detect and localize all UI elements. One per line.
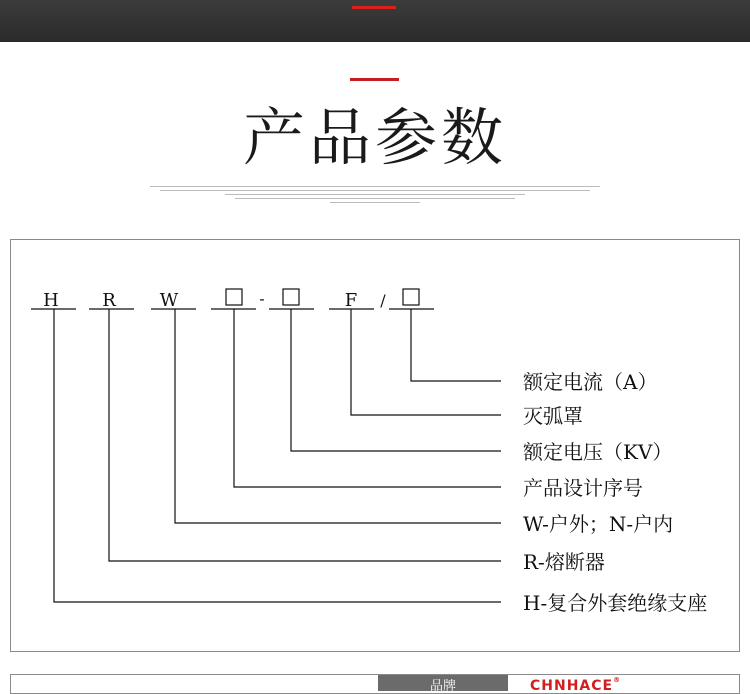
code-box-voltage xyxy=(283,289,299,305)
code-box-current xyxy=(403,289,419,305)
top-banner xyxy=(0,0,750,42)
page-title: 产品参数 xyxy=(242,101,507,174)
top-banner-accent xyxy=(352,6,396,9)
legend-item-design-number: 产品设计序号 xyxy=(523,476,643,500)
model-code-panel xyxy=(10,239,740,652)
legend-item-rated-voltage: 额定电压（KV） xyxy=(523,440,673,464)
brand-logo xyxy=(530,676,621,691)
code-slash: / xyxy=(380,291,386,310)
legend-item-outdoor-indoor: W-户外；N-户内 xyxy=(523,512,674,536)
decorative-fine-print xyxy=(140,186,610,206)
model-code-diagram xyxy=(11,240,739,651)
title-accent-line xyxy=(350,78,399,81)
registered-mark: ® xyxy=(613,676,622,684)
brand-label-cell: 品牌 xyxy=(378,675,508,691)
code-dash: - xyxy=(259,289,265,308)
spec-table xyxy=(10,674,740,694)
leader-lines xyxy=(54,309,501,602)
code-letter-r: R xyxy=(102,290,116,311)
legend-item-fuse: R-熔断器 xyxy=(523,550,605,574)
code-letter-w: W xyxy=(159,290,179,311)
code-letter-h: H xyxy=(43,290,59,311)
legend-item-composite-insulator: H-复合外套绝缘支座 xyxy=(523,591,708,615)
legend-labels xyxy=(523,370,707,615)
brand-logo-text: CHNHACE xyxy=(530,678,614,691)
legend-item-rated-current: 额定电流（A） xyxy=(523,370,658,394)
legend-item-arc-chute: 灭弧罩 xyxy=(523,404,583,428)
code-letter-f: F xyxy=(344,290,358,311)
code-box-design-number xyxy=(226,289,242,305)
